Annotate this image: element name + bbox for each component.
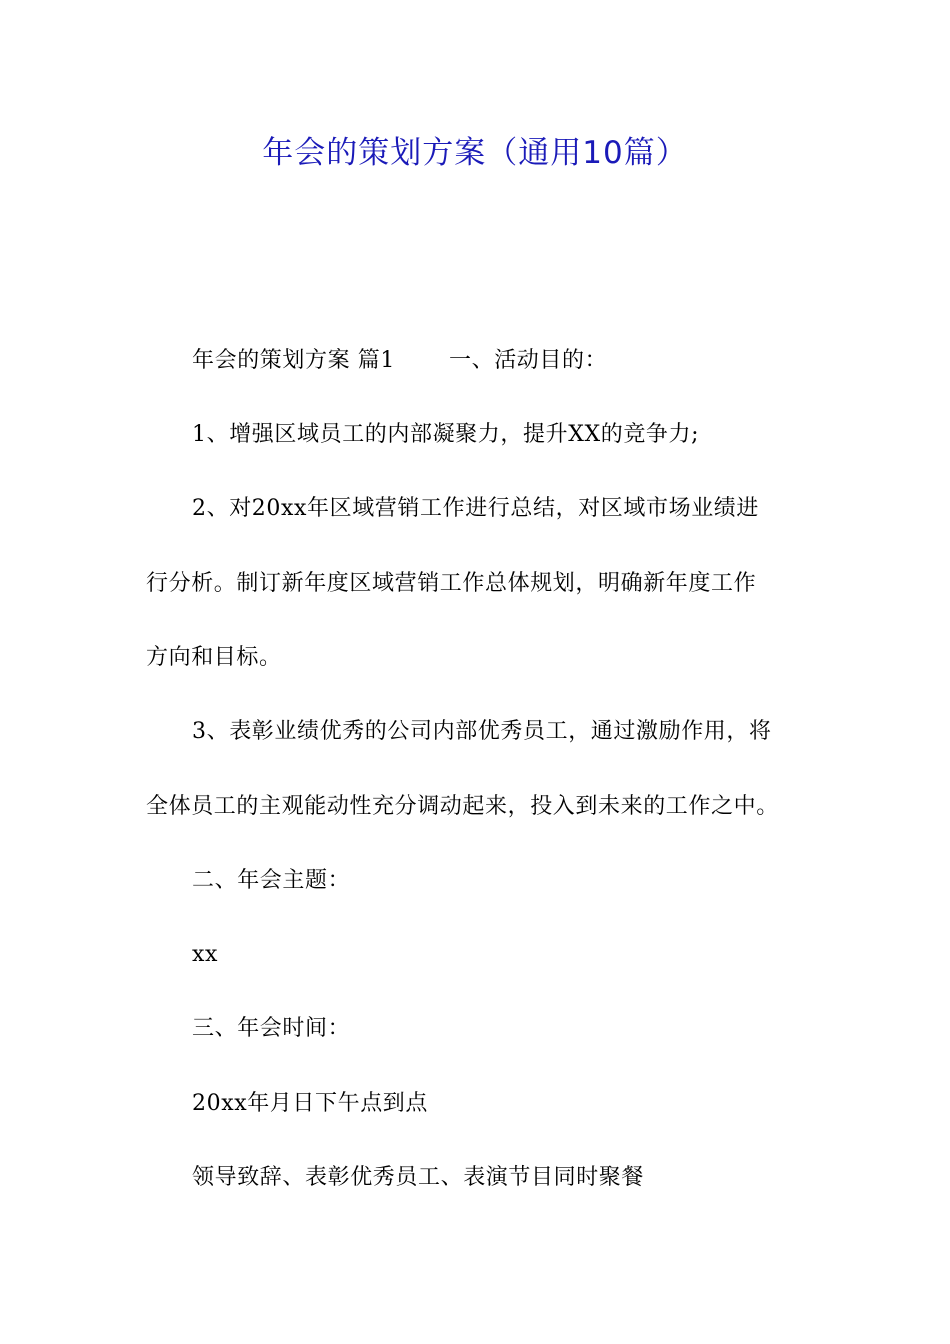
paragraph-line-4: 行分析。制订新年度区域营销工作总体规划，明确新年度工作 [146,571,757,596]
paragraph-line-1 [192,346,607,376]
subsection-heading: 一、活动目的： [449,348,608,373]
paragraph-line-3: 2、对20xx年区域营销工作进行总结，对区域市场业绩进 [192,496,760,521]
paragraph-line-7: 全体员工的主观能动性充分调动起来，投入到未来的工作之中。 [146,794,779,819]
document-title: 年会的策划方案（通用10篇） [262,135,688,171]
paragraph-line-6: 3、表彰业绩优秀的公司内部优秀员工，通过激励作用，将 [192,719,772,744]
paragraph-line-8: 二、年会主题： [192,868,351,893]
paragraph-line-5: 方向和目标。 [146,645,282,670]
paragraph-line-12: 领导致辞、表彰优秀员工、表演节目同时聚餐 [192,1165,645,1190]
section-heading: 年会的策划方案 篇1 [192,348,395,373]
paragraph-line-9: xx [192,942,219,967]
paragraph-line-2: 1、增强区域员工的内部凝聚力，提升XX的竞争力; [192,422,700,447]
paragraph-line-11: 20xx年月日下午点到点 [192,1091,429,1116]
paragraph-line-10: 三、年会时间： [192,1016,351,1041]
